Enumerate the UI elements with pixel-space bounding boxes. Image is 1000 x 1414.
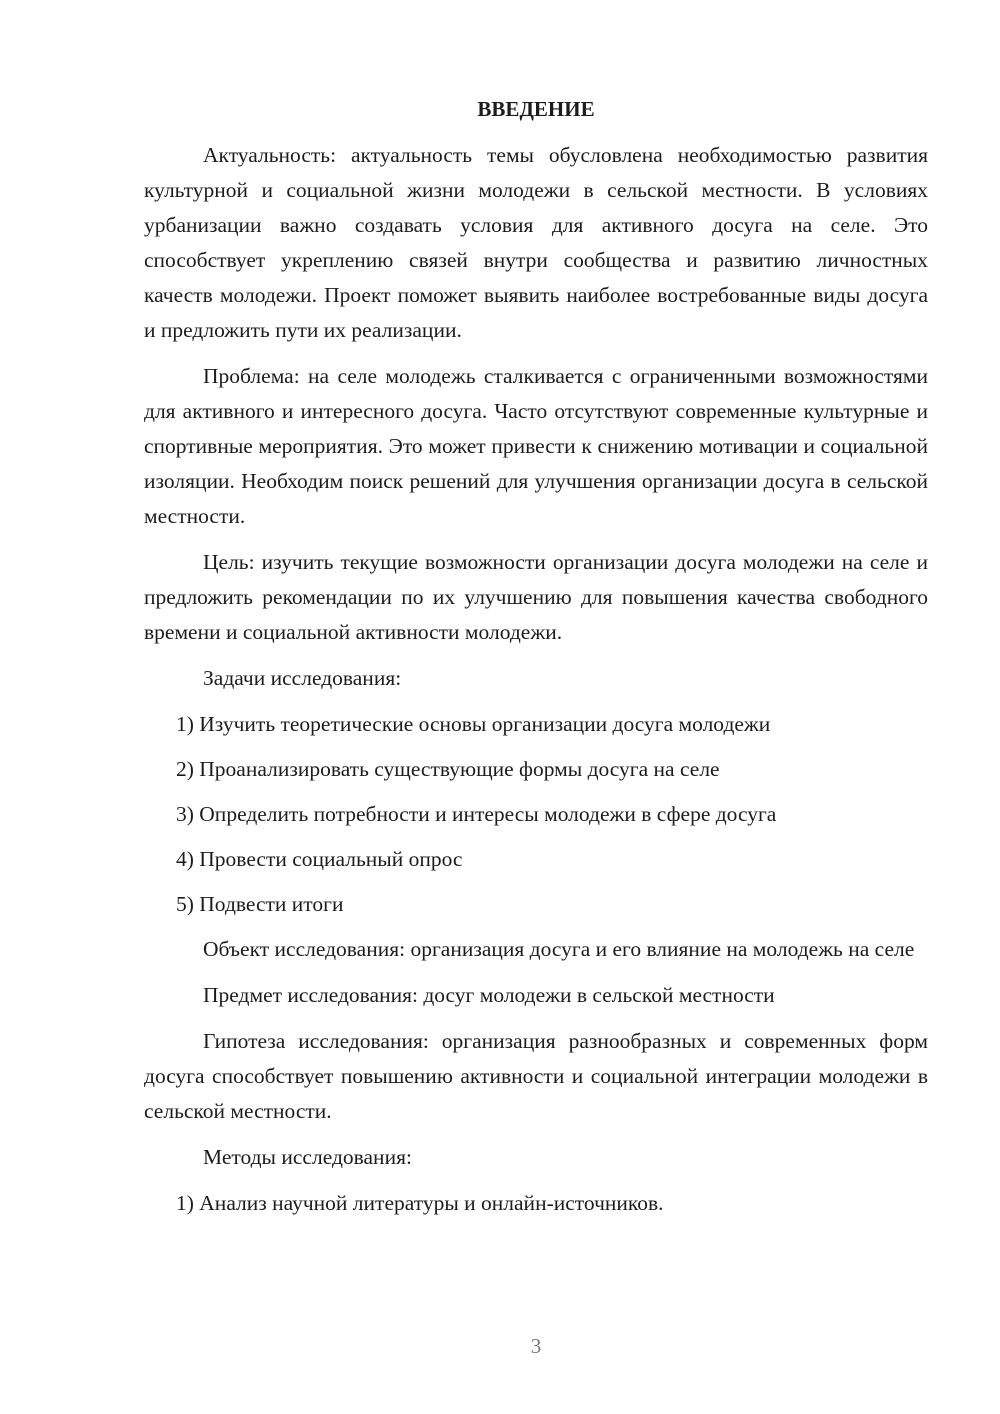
task-item-1: 1) Изучить теоретические основы организации досуга молодежи <box>176 712 771 736</box>
task-item-4: 4) Провести социальный опрос <box>176 847 463 871</box>
method-item-1: 1) Анализ научной литературы и онлайн-источников. <box>176 1191 664 1215</box>
hypothesis-paragraph: Гипотеза исследования: организация разнообразных и современных форм досуга способствует повышению активности и социальной интеграции молодежи в сельской местности. <box>144 1029 928 1123</box>
relevance-paragraph: Актуальность: актуальность темы обусловлена необходимостью развития культурной и социальной жизни молодежи в сельской местности. В условиях урбанизации важно создавать условия для активного досуга на селе. Это способствует укреплению связей внутри сообщества и развитию личностных качеств молодежи. Проект поможет выявить наиболее востребованные виды досуга и предложить пути их реализации. <box>144 143 928 342</box>
tasks-heading: Задачи исследования: <box>203 666 402 690</box>
page-title: ВВЕДЕНИЕ <box>477 97 595 121</box>
problem-paragraph: Проблема: на селе молодежь сталкивается с ограниченными возможностями для активного и интересного досуга. Часто отсутствуют современные культурные и спортивные мероприятия. Это может привести к снижению мотивации и социальной изоляции. Необходим поиск решений для улучшения организации досуга в сельской местности. <box>144 364 928 528</box>
task-item-3: 3) Определить потребности и интересы молодежи в сфере досуга <box>176 802 777 826</box>
goal-paragraph: Цель: изучить текущие возможности организации досуга молодежи на селе и предложить рекомендации по их улучшению для повышения качества свободного времени и социальной активности молодежи. <box>144 550 928 644</box>
methods-heading: Методы исследования: <box>203 1145 412 1169</box>
object-paragraph: Объект исследования: организация досуга и его влияние на молодежь на селе <box>203 937 915 961</box>
page-number: 3 <box>530 1334 542 1358</box>
page-content <box>144 94 928 1231</box>
task-item-2: 2) Проанализировать существующие формы досуга на селе <box>176 757 720 781</box>
task-item-5: 5) Подвести итоги <box>176 892 344 916</box>
subject-paragraph: Предмет исследования: досуг молодежи в сельской местности <box>203 983 775 1007</box>
